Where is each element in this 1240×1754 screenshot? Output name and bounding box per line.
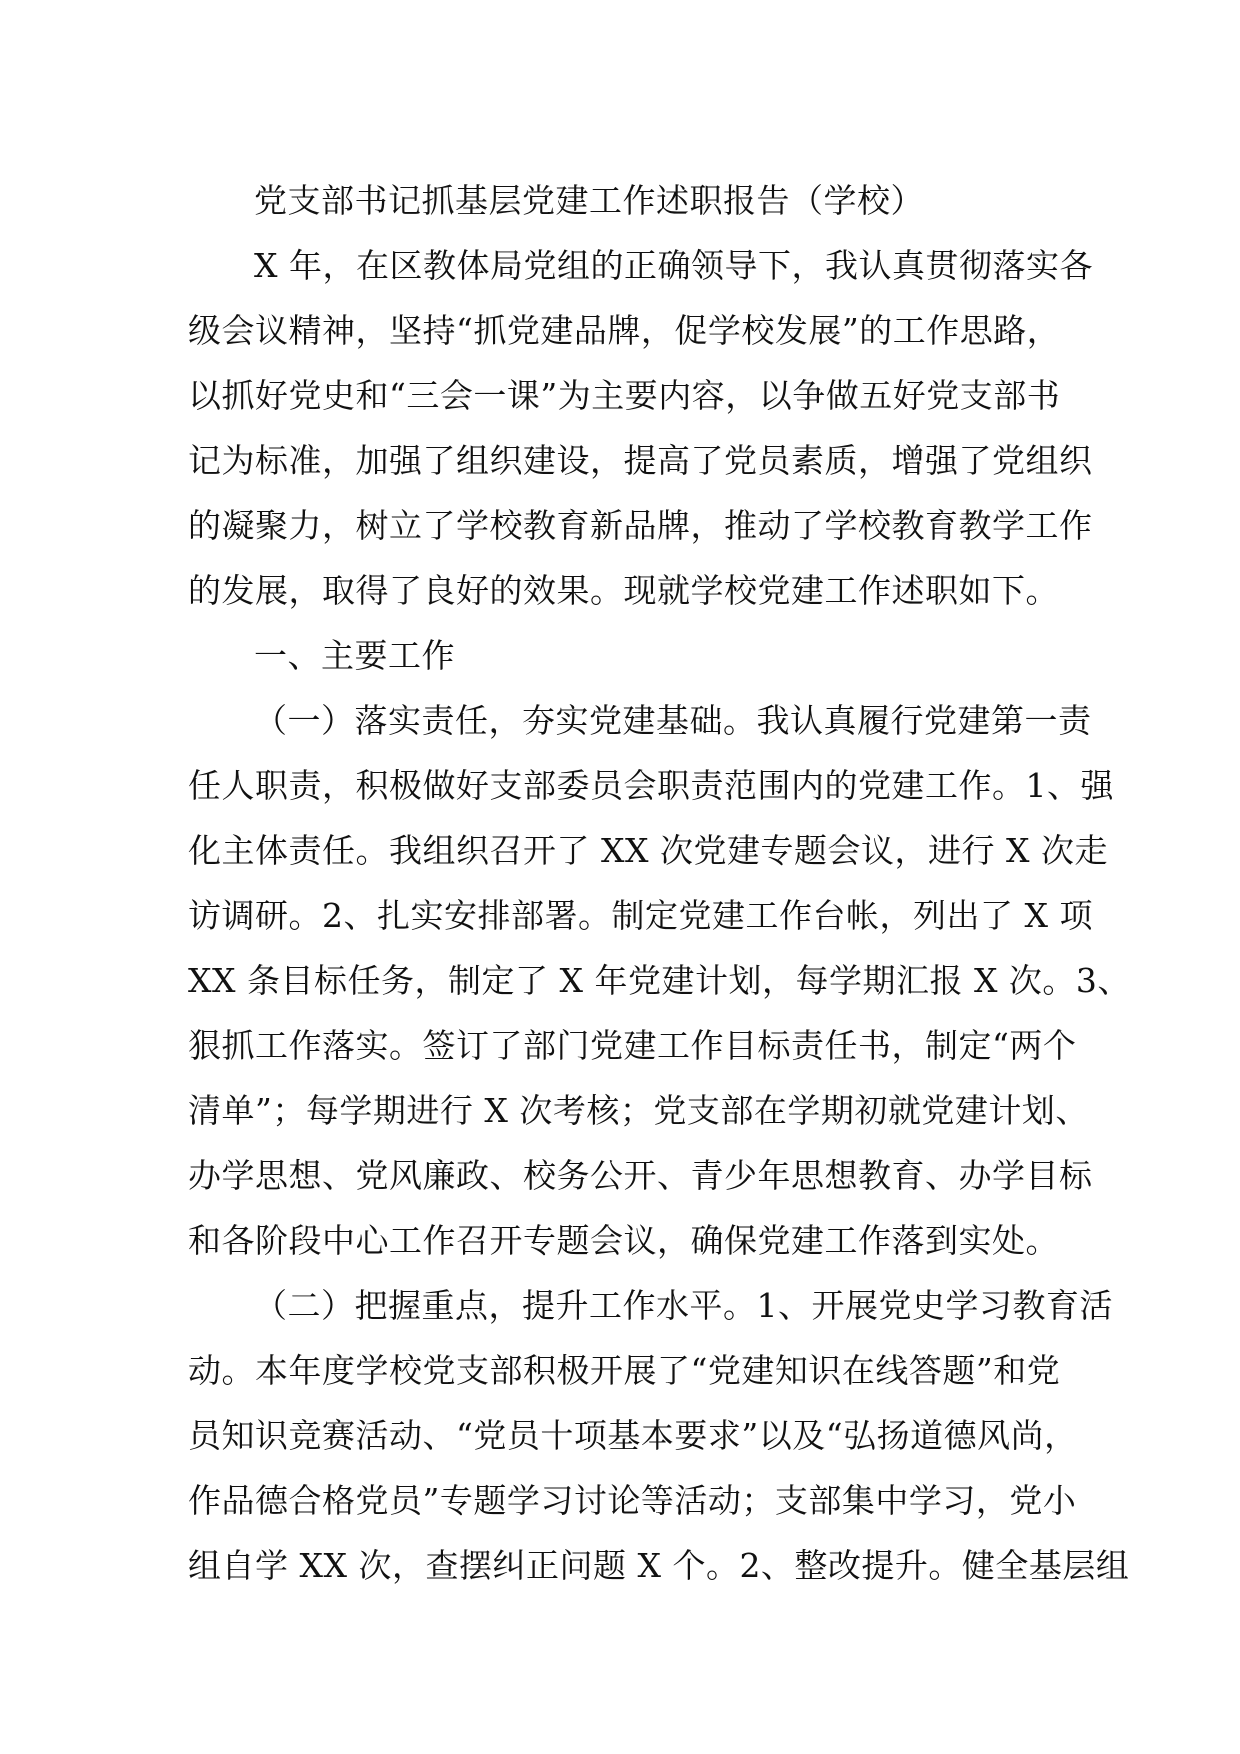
paragraph-line: 任人职责，积极做好支部委员会职责范围内的党建工作。1、强 [188,766,1114,805]
paragraph-line: 动。本年度学校党支部积极开展了“党建知识在线答题”和党 [188,1351,1061,1390]
paragraph-line: 的凝聚力，树立了学校教育新品牌，推动了学校教育教学工作 [188,506,1093,545]
paragraph-line: 的发展，取得了良好的效果。现就学校党建工作述职如下。 [188,571,1059,610]
paragraph-line: 清单”；每学期进行 X 次考核；党支部在学期初就党建计划、 [188,1091,1089,1130]
document-body [188,168,1131,1598]
paragraph-line: X 年，在区教体局党组的正确领导下，我认真贯彻落实各 [254,246,1093,285]
paragraph-line: 作品德合格党员”专题学习讨论等活动；支部集中学习，党小 [188,1481,1077,1520]
paragraph-line: 办学思想、党风廉政、校务公开、青少年思想教育、办学目标 [188,1156,1093,1195]
document-title: 党支部书记抓基层党建工作述职报告（学校） [254,181,924,220]
paragraph-line: 组自学 XX 次，查摆纠正问题 X 个。2、整改提升。健全基层组 [188,1546,1130,1585]
paragraph-line: 员知识竞赛活动、“党员十项基本要求”以及“弘扬道德风尚， [188,1416,1078,1455]
paragraph-line: 化主体责任。我组织召开了 XX 次党建专题会议，进行 X 次走 [188,831,1108,870]
paragraph-line: 和各阶段中心工作召开专题会议，确保党建工作落到实处。 [188,1221,1059,1260]
paragraph-line: 狠抓工作落实。签订了部门党建工作目标责任书，制定“两个 [188,1026,1077,1065]
paragraph-line: 级会议精神，坚持“抓党建品牌，促学校发展”的工作思路， [188,311,1061,350]
paragraph-line: （二）把握重点，提升工作水平。1、开展党史学习教育活 [254,1286,1113,1325]
paragraph-line: 以抓好党史和“三会一课”为主要内容，以争做五好党支部书 [188,376,1061,415]
paragraph-line: XX 条目标任务，制定了 X 年党建计划，每学期汇报 X 次。3、 [188,961,1131,1000]
section-heading: 一、主要工作 [254,636,455,675]
paragraph-line: 记为标准，加强了组织建设，提高了党员素质，增强了党组织 [188,441,1093,480]
paragraph-line: （一）落实责任，夯实党建基础。我认真履行党建第一责 [254,701,1092,740]
paragraph-line: 访调研。2、扎实安排部署。制定党建工作台帐，列出了 X 项 [188,896,1093,935]
